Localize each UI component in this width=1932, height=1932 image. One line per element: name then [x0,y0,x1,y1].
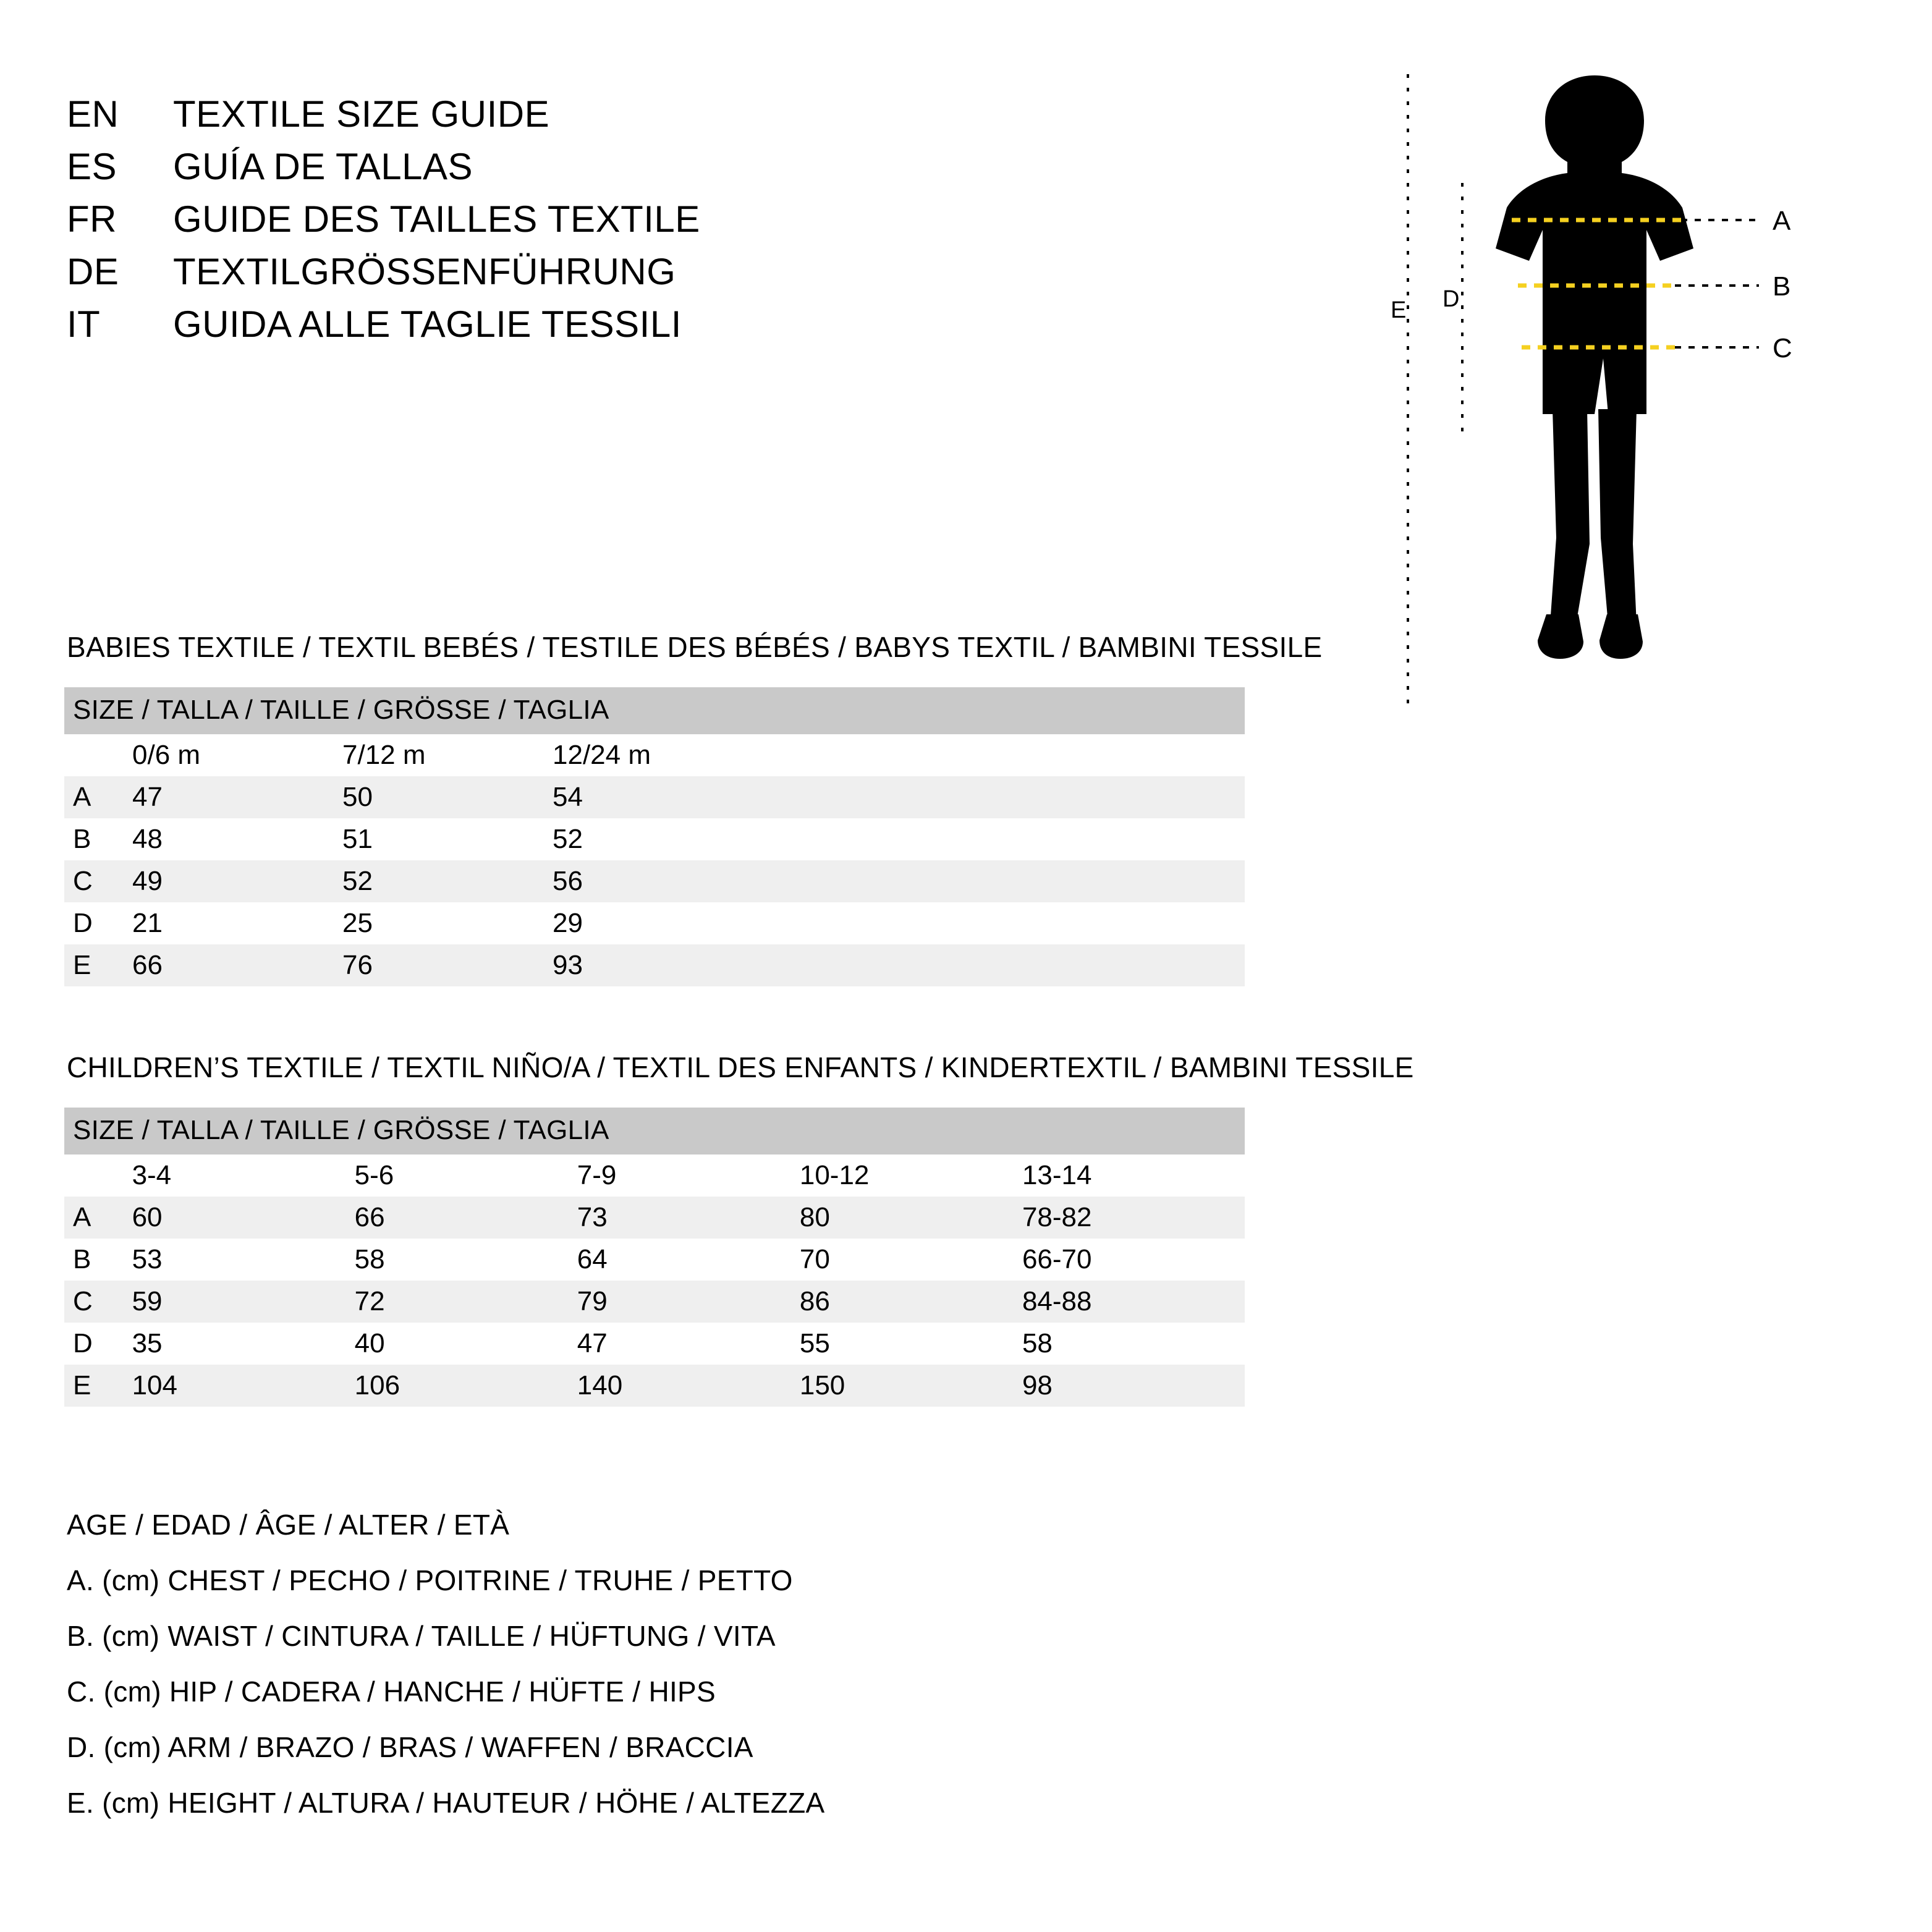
babies-c-0: 49 [132,860,342,902]
babies-row-label-e: E [64,944,132,986]
body-measurement-figure [1391,68,1860,748]
legend-chest: A. (cm) CHEST / PECHO / POITRINE / TRUHE / PETTO [67,1564,793,1596]
babies-row-label-a: A [64,776,132,818]
children-b-2: 64 [577,1244,608,1274]
title-row-en [67,93,1241,135]
legend-height: E. (cm) HEIGHT / ALTURA / HAUTEUR / HÖHE / ALTEZZA [67,1787,825,1819]
children-b-3: 70 [799,1244,830,1274]
title-block [67,93,1241,355]
children-size-table [64,1108,1245,1407]
title-row-it [67,303,1241,345]
children-d-2: 47 [577,1328,608,1358]
children-band-label: SIZE / TALLA / TAILLE / GRÖSSE / TAGLIA [64,1108,1245,1155]
babies-b-2: 52 [553,824,583,854]
children-b-4: 66-70 [1022,1244,1092,1274]
babies-row-label-b: B [73,824,91,854]
children-d-3: 55 [799,1328,830,1358]
children-c-0: 59 [132,1281,355,1323]
children-a-3: 80 [800,1197,1022,1239]
table-row [64,1197,1245,1239]
babies-d-0: 21 [132,908,163,938]
children-d-4: 58 [1022,1328,1053,1358]
children-a-1: 66 [355,1197,577,1239]
children-e-3: 150 [800,1365,1022,1407]
table-row [64,1323,1245,1365]
babies-section-heading: BABIES TEXTILE / TEXTIL BEBÉS / TESTILE DES BÉBÉS / BABYS TEXTIL / BAMBINI TESSILE [67,631,1323,663]
table-row [64,902,1245,944]
babies-c-2: 56 [553,860,763,902]
title-row-fr [67,198,1241,240]
children-row-label-c: C [64,1281,132,1323]
children-row-label-b: B [73,1244,91,1274]
table-band-row [64,1108,1245,1155]
children-e-1: 106 [355,1365,577,1407]
title-lang-fr: FR [67,198,117,240]
label-e: E [1391,297,1407,323]
children-e-0: 104 [132,1365,355,1407]
children-row-label-e: E [64,1365,132,1407]
babies-b-1: 51 [342,824,373,854]
children-a-2: 73 [577,1197,800,1239]
children-c-1: 72 [355,1281,577,1323]
title-text-it: GUIDA ALLE TAGLIE TESSILI [173,303,682,345]
children-e-4: 98 [1022,1365,1245,1407]
table-header-row [64,734,1245,776]
babies-row-label-d: D [73,908,93,938]
title-lang-de: DE [67,251,119,292]
legend-waist: B. (cm) WAIST / CINTURA / TAILLE / HÜFTUNG / VITA [67,1620,776,1652]
babies-size-table [64,687,1245,986]
legend-arm: D. (cm) ARM / BRAZO / BRAS / WAFFEN / BRACCIA [67,1731,753,1763]
children-c-2: 79 [577,1281,800,1323]
babies-a-0: 47 [132,776,342,818]
table-row [64,944,1245,986]
label-c: C [1773,333,1792,363]
babies-e-1: 76 [342,944,553,986]
children-col-4: 13-14 [1022,1160,1092,1190]
title-lang-en: EN [67,93,119,135]
children-b-0: 53 [132,1244,163,1274]
babies-a-2: 54 [553,776,763,818]
babies-col-2: 12/24 m [553,740,651,770]
label-a: A [1773,206,1791,236]
children-d-1: 40 [354,1328,385,1358]
children-b-1: 58 [354,1244,385,1274]
table-row [64,1281,1245,1323]
babies-e-2: 93 [553,944,763,986]
title-row-de [67,250,1241,293]
babies-e-0: 66 [132,944,342,986]
babies-a-1: 50 [342,776,553,818]
children-row-label-d: D [73,1328,93,1358]
babies-band-label: SIZE / TALLA / TAILLE / GRÖSSE / TAGLIA [64,687,1245,734]
child-silhouette [1496,75,1693,659]
children-section-heading: CHILDREN’S TEXTILE / TEXTIL NIÑO/A / TEXTIL DES ENFANTS / KINDERTEXTIL / BAMBINI TESSILE [67,1051,1414,1083]
title-lang-it: IT [67,303,101,345]
title-text-es: GUÍA DE TALLAS [173,146,473,187]
title-row-es [67,145,1241,188]
table-header-row [64,1155,1245,1197]
title-text-en: TEXTILE SIZE GUIDE [173,93,550,135]
babies-col-0: 0/6 m [132,740,201,770]
babies-d-2: 29 [553,908,583,938]
table-row [64,776,1245,818]
legend-hip: C. (cm) HIP / CADERA / HANCHE / HÜFTE / HIPS [67,1676,716,1708]
babies-d-1: 25 [342,908,373,938]
babies-b-0: 48 [132,824,163,854]
title-text-fr: GUIDE DES TAILLES TEXTILE [173,198,700,240]
title-lang-es: ES [67,146,117,187]
table-row [64,818,1245,860]
table-row [64,1365,1245,1407]
children-c-3: 86 [800,1281,1022,1323]
children-row-label-a: A [64,1197,132,1239]
table-row [64,1239,1245,1281]
children-col-2: 7-9 [577,1160,617,1190]
babies-row-label-c: C [64,860,132,902]
children-e-2: 140 [577,1365,800,1407]
children-a-0: 60 [132,1197,355,1239]
children-c-4: 84-88 [1022,1281,1245,1323]
children-a-4: 78-82 [1022,1197,1245,1239]
children-col-0: 3-4 [132,1160,172,1190]
babies-col-1: 7/12 m [342,740,426,770]
babies-c-1: 52 [342,860,553,902]
label-d: D [1443,286,1460,312]
title-text-de: TEXTILGRÖSSENFÜHRUNG [173,251,676,292]
children-d-0: 35 [132,1328,163,1358]
label-b: B [1773,271,1791,302]
children-col-3: 10-12 [799,1160,870,1190]
table-row [64,860,1245,902]
legend-age: AGE / EDAD / ÂGE / ALTER / ETÀ [67,1509,510,1541]
measurement-legend [67,1508,1303,1842]
table-band-row [64,687,1245,734]
children-col-1: 5-6 [354,1160,394,1190]
